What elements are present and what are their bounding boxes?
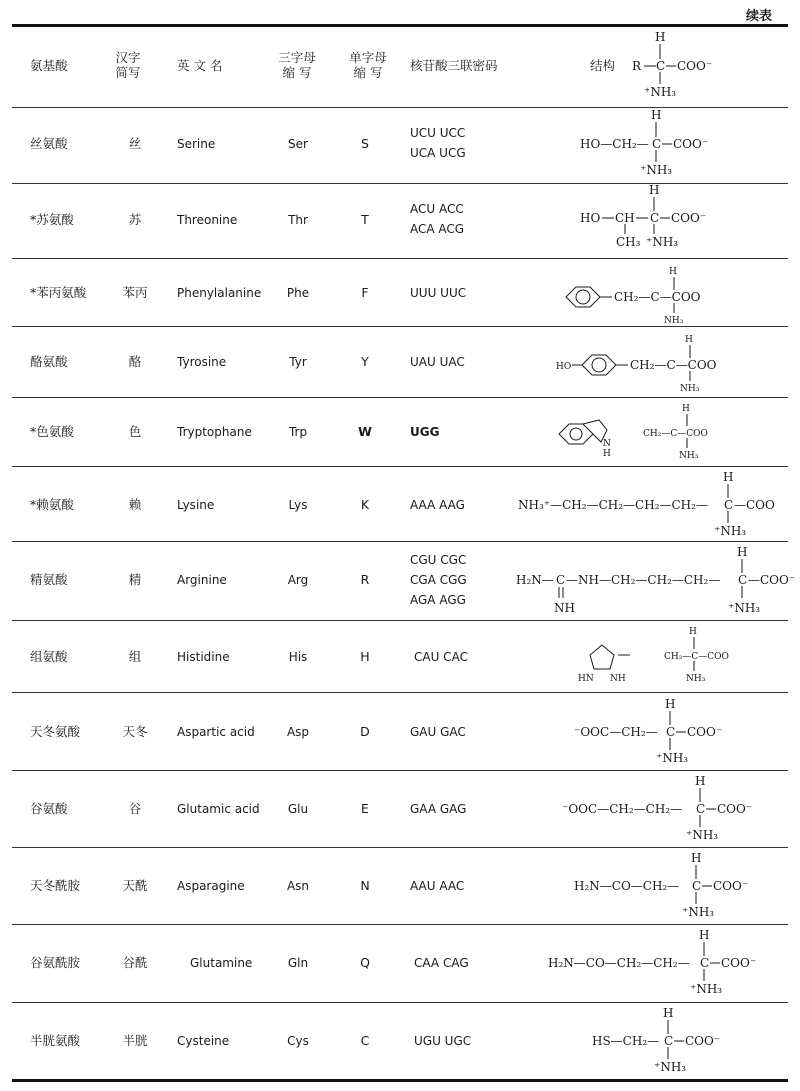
- three-letter-code: Ser: [288, 137, 308, 151]
- codon-line: UUU UUC: [410, 286, 467, 300]
- header-three-letter: 三字母缩 写: [278, 50, 316, 80]
- side-chain: ⁻OOC—CH₂—: [574, 725, 658, 739]
- alpha-carbon: C: [666, 725, 676, 739]
- english-name: Arginine: [177, 573, 227, 587]
- structural-formula: [556, 259, 776, 326]
- three-letter-code: Arg: [287, 573, 309, 587]
- codon-line: UCU UCC: [410, 126, 466, 140]
- structural-formula: [574, 848, 784, 924]
- hydroxyl: HO: [580, 211, 601, 225]
- amino-acid-name: *赖氨酸: [30, 497, 74, 512]
- codon-line: CAA CAG: [414, 956, 469, 970]
- codon-line: AAU AAC: [410, 879, 465, 893]
- side-chain: HO—CH₂—: [580, 137, 649, 151]
- one-letter-code: E: [361, 801, 369, 816]
- one-letter-code: K: [360, 497, 370, 512]
- amino-acid-name: 天冬氨酸: [30, 724, 81, 739]
- one-letter-code: H: [360, 649, 370, 664]
- phenol-ring-icon: [582, 355, 616, 375]
- amino-acid-name: 精氨酸: [30, 572, 68, 587]
- table-row: [12, 848, 788, 924]
- one-letter-code: T: [361, 212, 369, 227]
- structural-formula: [542, 327, 782, 397]
- table-top-rule: [12, 24, 788, 27]
- amino-acid-name: *色氨酸: [30, 424, 74, 439]
- alpha-carbon: C: [652, 137, 662, 151]
- alpha-hydrogen: H: [695, 774, 706, 788]
- header-chinese-abbr: 汉字简写: [115, 50, 141, 80]
- amino-acid-name: 酪氨酸: [30, 354, 68, 369]
- side-chain: NH₃⁺—CH₂—CH₂—CH₂—CH₂—: [518, 498, 708, 512]
- alpha-hydrogen: H: [649, 183, 660, 197]
- ring-nitrogen-left: HN: [578, 674, 594, 684]
- carboxylate: COO⁻: [717, 802, 753, 816]
- chinese-abbr: 赖: [128, 497, 142, 512]
- side-chain: —NH—CH₂—CH₂—CH₂—: [566, 573, 721, 587]
- codon-list: [410, 422, 439, 442]
- chinese-abbr: 丝: [128, 136, 142, 151]
- chinese-abbr: 天冬: [122, 724, 148, 739]
- chinese-abbr: 谷: [128, 801, 142, 816]
- amino-group: ⁺NH₃: [728, 601, 761, 615]
- amino-group: ⁺NH₃: [714, 524, 747, 538]
- carboxylate: COO⁻: [713, 879, 749, 893]
- carboxylate: COO⁻: [721, 956, 757, 970]
- amino-group: NH₃: [664, 316, 684, 326]
- chinese-abbr: 天酰: [122, 878, 148, 893]
- codon-line: GAA GAG: [410, 802, 467, 816]
- three-letter-code: Cys: [287, 1034, 309, 1048]
- codon-line: CAU CAC: [414, 650, 468, 664]
- table-row: [12, 327, 788, 397]
- three-letter-code: Asn: [286, 879, 310, 893]
- r-group: R: [632, 59, 642, 73]
- side-chain-backbone: CH₂—C—COO: [664, 652, 729, 662]
- guanidino-carbon: C: [556, 573, 566, 587]
- side-chain: H₂N—CO—CH₂—CH₂—: [548, 956, 690, 970]
- table-row: [12, 467, 788, 541]
- carboxylate: —COO⁻: [748, 573, 796, 587]
- amino-group: ⁺NH₃: [646, 235, 679, 249]
- three-letter-code: Gln: [287, 956, 309, 970]
- english-name: Cysteine: [177, 1034, 230, 1048]
- header-amino-acid: 氨基酸: [30, 58, 68, 73]
- english-name: Aspartic acid: [177, 725, 255, 739]
- carboxylate: COO⁻: [673, 137, 709, 151]
- header-english-name: 英 文 名: [177, 58, 223, 73]
- codon-list: [410, 722, 466, 742]
- amino-acid-name: 天冬酰胺: [30, 878, 81, 893]
- amino-group: ⁺NH₃: [640, 163, 673, 177]
- alpha-carbon: C: [656, 59, 666, 73]
- amino-group: NH₃: [680, 384, 700, 394]
- ring-nitrogen: N: [603, 439, 611, 449]
- amino-acid-name: *苏氨酸: [30, 212, 74, 227]
- amino-group: ⁺NH₃: [654, 1060, 687, 1074]
- three-letter-code: Asp: [286, 725, 310, 739]
- structural-formula: [562, 771, 788, 847]
- codon-line: AAA AAG: [410, 498, 465, 512]
- amino-acid-name: *苯丙氨酸: [30, 285, 87, 300]
- header-general-structure: [620, 28, 770, 107]
- chinese-abbr: 苏: [128, 212, 142, 227]
- benzene-ring-icon: [566, 287, 600, 307]
- one-letter-code: S: [361, 136, 369, 151]
- amino-group: NH₃: [679, 451, 699, 461]
- header-one-letter: 单字母缩 写: [349, 50, 387, 80]
- codon-list: [410, 495, 465, 515]
- ring-nitrogen-right: NH: [610, 674, 626, 684]
- codon-list: [414, 1031, 471, 1051]
- carboxylate: COO⁻: [671, 211, 707, 225]
- one-letter-code: D: [360, 724, 370, 739]
- chinese-abbr: 酪: [128, 354, 142, 369]
- alpha-hydrogen: H: [663, 1006, 674, 1020]
- three-letter-code: His: [288, 650, 308, 664]
- structural-formula: [592, 1003, 782, 1079]
- alpha-carbon: C: [664, 1034, 674, 1048]
- one-letter-code: N: [360, 878, 370, 893]
- english-name: Histidine: [177, 650, 230, 664]
- chinese-abbr: 精: [128, 572, 142, 587]
- methyl: CH₃: [616, 235, 641, 249]
- one-letter-code: Q: [360, 955, 370, 970]
- alpha-carbon: C: [650, 211, 660, 225]
- codon-line: UGG: [410, 425, 440, 439]
- chinese-abbr: 半胱: [122, 1033, 148, 1048]
- continued-label: 续表: [745, 9, 772, 24]
- one-letter-code: W: [358, 424, 372, 439]
- codon-line: ACA ACG: [410, 222, 465, 236]
- english-name: Tryptophane: [177, 425, 252, 439]
- amino-acid-name: 谷氨酰胺: [30, 955, 81, 970]
- alpha-carbon: C: [696, 802, 706, 816]
- side-chain-backbone: CH₂—C—COO: [643, 429, 708, 439]
- amino-acid-name: 丝氨酸: [30, 136, 68, 151]
- carboxylate: COO⁻: [687, 725, 723, 739]
- codon-list: [414, 953, 469, 973]
- amino-group: ⁺NH₃: [656, 751, 689, 765]
- three-letter-code: Glu: [287, 802, 309, 816]
- structural-formula: [580, 184, 780, 258]
- alpha-hydrogen: H: [685, 335, 693, 345]
- codon-line: CGA CGG: [410, 573, 467, 587]
- carboxylate: COO⁻: [685, 1034, 721, 1048]
- structural-formula: [516, 542, 798, 620]
- three-letter-code: Thr: [288, 213, 308, 227]
- structural-formula: [518, 467, 794, 541]
- table-row: [12, 693, 788, 770]
- codon-list: [410, 199, 464, 239]
- codon-list: [410, 123, 466, 163]
- english-name: Phenylalanine: [177, 286, 262, 300]
- codon-line: GAU GAC: [410, 725, 466, 739]
- imidazole-ring-icon: [590, 645, 630, 669]
- side-chain-backbone: CH₂—C—COO: [630, 358, 717, 372]
- table-row: [12, 1003, 788, 1079]
- codon-line: AGA AGG: [410, 593, 466, 607]
- structural-formula: [548, 925, 792, 1002]
- header-codons: 核苷酸三联密码: [410, 58, 498, 73]
- alpha-carbon: C: [700, 956, 710, 970]
- amino-group: ⁺NH₃: [686, 828, 719, 842]
- alpha-hydrogen: H: [682, 404, 690, 414]
- codon-list: [410, 876, 464, 896]
- amino-group: ⁺NH₃: [690, 982, 723, 996]
- carboxylate: COO⁻: [677, 59, 713, 73]
- table-row: [12, 259, 788, 326]
- three-letter-code: Phe: [286, 286, 310, 300]
- side-chain: HS—CH₂—: [592, 1034, 660, 1048]
- one-letter-code: Y: [361, 354, 369, 369]
- table-row: [12, 184, 788, 258]
- alpha-hydrogen: H: [737, 545, 748, 559]
- table-bottom-rule: [12, 1079, 788, 1082]
- amino-acid-name: 半胱氨酸: [30, 1033, 81, 1048]
- codon-line: UGU UGC: [414, 1034, 472, 1048]
- codon-line: ACU ACC: [410, 202, 464, 216]
- three-letter-code: Lys: [288, 498, 308, 512]
- english-name: Lysine: [177, 498, 215, 512]
- imino-group: NH: [554, 601, 575, 615]
- beta-carbon: CH: [615, 211, 635, 225]
- table-header: [12, 28, 788, 107]
- english-name: Tyrosine: [177, 355, 227, 369]
- amino-group: NH₃: [686, 674, 706, 684]
- table-row: [12, 108, 788, 183]
- structural-formula: [547, 398, 777, 466]
- codon-line: CGU CGC: [410, 553, 467, 567]
- english-name: Serine: [177, 137, 216, 151]
- alpha-carbon: C: [692, 879, 702, 893]
- guanidino-amine: H₂N—: [516, 573, 554, 587]
- alpha-hydrogen: H: [655, 30, 666, 44]
- one-letter-code: R: [360, 572, 370, 587]
- amino-group: ⁺NH₃: [644, 85, 677, 99]
- alpha-carbon: C: [724, 498, 734, 512]
- one-letter-code: F: [361, 285, 369, 300]
- english-name: Glutamine: [190, 956, 253, 970]
- carboxylate: —COO: [734, 498, 775, 512]
- hydroxyl: HO: [556, 362, 572, 372]
- alpha-hydrogen: H: [665, 697, 676, 711]
- chinese-abbr: 谷酰: [122, 955, 148, 970]
- codon-line: UAU UAC: [410, 355, 465, 369]
- alpha-hydrogen: H: [723, 470, 734, 484]
- amino-group: ⁺NH₃: [682, 905, 715, 919]
- side-chain-backbone: CH₂—C—COO: [614, 290, 701, 304]
- table-row: [12, 621, 788, 692]
- table-row: [12, 398, 788, 466]
- side-chain: H₂N—CO—CH₂—: [574, 879, 680, 893]
- chinese-abbr: 色: [128, 424, 142, 439]
- table-row: [12, 925, 788, 1002]
- one-letter-code: C: [360, 1033, 370, 1048]
- indole-ring-icon: [559, 420, 607, 444]
- header-structure-label: 结构: [590, 58, 616, 73]
- table-row: [12, 771, 788, 847]
- three-letter-code: Trp: [288, 425, 308, 439]
- amino-acid-name: 谷氨酸: [30, 801, 68, 816]
- alpha-hydrogen: H: [669, 267, 677, 277]
- amino-acid-name: 组氨酸: [30, 649, 68, 664]
- side-chain: ⁻OOC—CH₂—CH₂—: [562, 802, 683, 816]
- chinese-abbr: 苯丙: [122, 285, 148, 300]
- structural-formula: [568, 621, 778, 692]
- codon-line: UCA UCG: [410, 146, 466, 160]
- structural-formula: [580, 108, 780, 183]
- alpha-hydrogen: H: [651, 108, 662, 122]
- codon-list: [410, 550, 467, 610]
- three-letter-code: Tyr: [289, 355, 307, 369]
- structural-formula: [574, 693, 774, 770]
- english-name: Asparagine: [177, 879, 245, 893]
- codon-list: [410, 352, 465, 372]
- alpha-carbon: C: [738, 573, 748, 587]
- codon-list: [414, 647, 468, 667]
- alpha-hydrogen: H: [699, 928, 710, 942]
- english-name: Glutamic acid: [177, 802, 260, 816]
- codon-list: [410, 283, 466, 303]
- chinese-abbr: 组: [128, 649, 142, 664]
- english-name: Threonine: [177, 213, 238, 227]
- alpha-hydrogen: H: [691, 851, 702, 865]
- ring-hydrogen: H: [603, 449, 611, 459]
- table-row: [12, 542, 796, 620]
- codon-list: [410, 799, 466, 819]
- alpha-hydrogen: H: [689, 627, 697, 637]
